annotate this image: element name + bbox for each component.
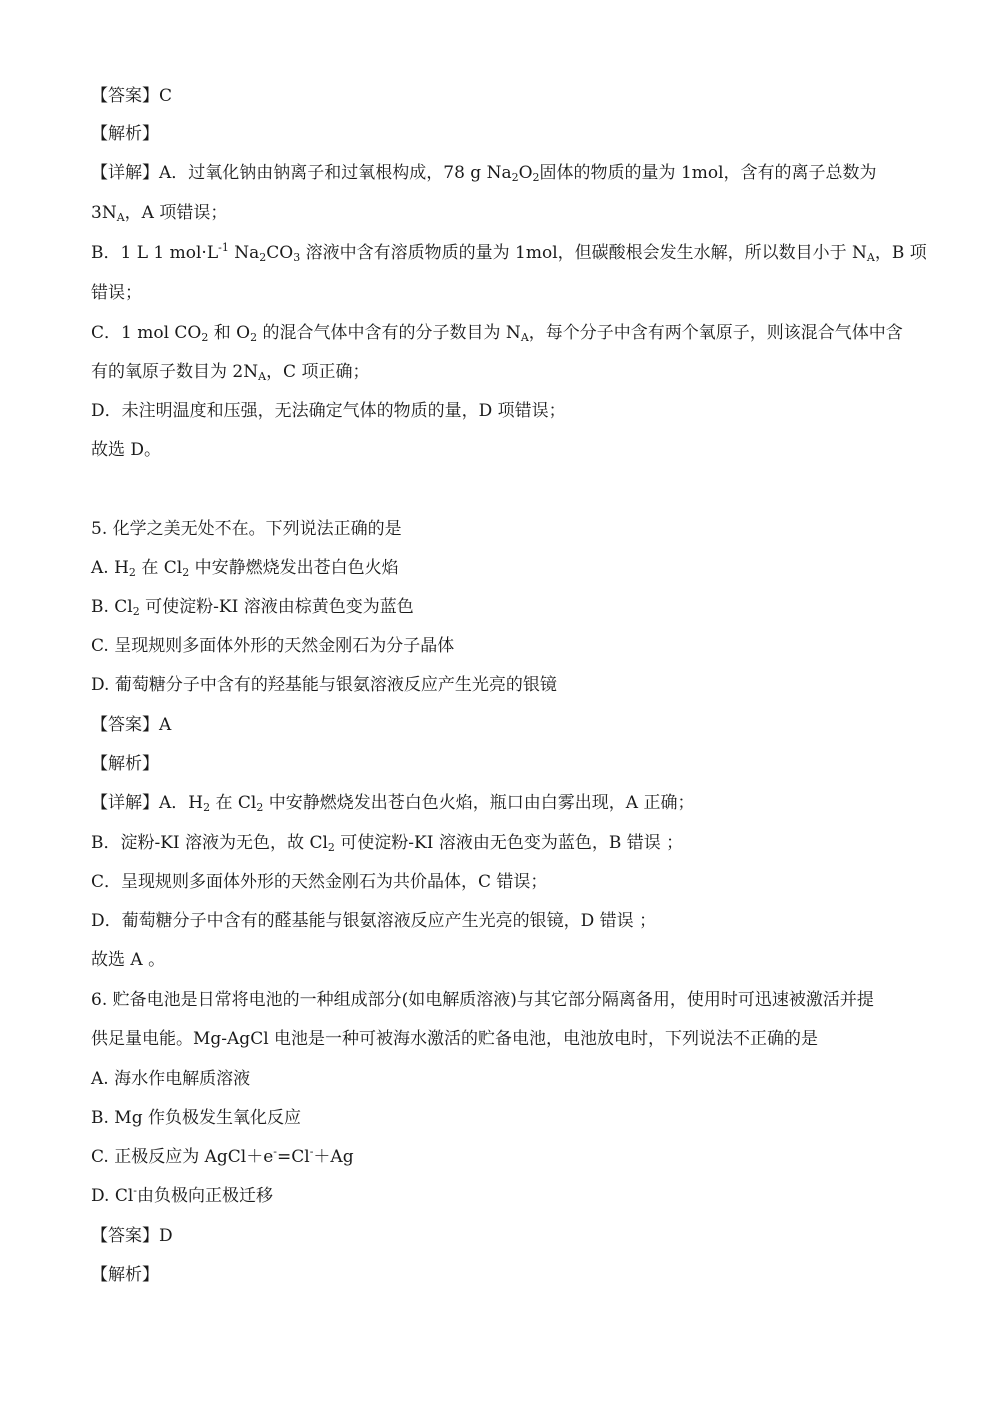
q6-stem-line1: 6. 贮备电池是日常将电池的一种组成部分(如电解质溶液)与其它部分隔离备用，使用时可迅速被激活并提 xyxy=(91,990,874,1010)
q6-option-a: A. 海水作电解质溶液 xyxy=(91,1069,251,1089)
q6-option-c: C. 正极反应为 AgCl＋e-=Cl-＋Ag xyxy=(91,1145,354,1167)
q4-answer: 【答案】C xyxy=(91,86,173,106)
q4-detail-c-line1: C．1 mol $CO_2$ 和 $O_2$ 的混合气体中含有的分子数目为 $N_A$，每个分子中含有两个氧原子，则该混合气体中含 xyxy=(91,323,903,344)
q6-option-b: B. Mg 作负极发生氧化反应 xyxy=(91,1108,301,1128)
q5-answer: 【答案】A xyxy=(91,715,172,735)
q5-option-a: A. $H_2$ 在 $Cl_2$ 中安静燃烧发出苍白色火焰 xyxy=(91,558,399,579)
q6-analysis-heading: 【解析】 xyxy=(91,1265,159,1285)
q5-analysis-heading: 【解析】 xyxy=(91,754,159,774)
q4-analysis-heading: 【解析】 xyxy=(91,124,159,144)
q4-conclusion: 故选 D。 xyxy=(91,440,162,460)
q4-detail-c-line2: 有的氧原子数目为 $2N_A$，C 项正确； xyxy=(91,362,370,383)
q4-detail-a-line1: 【详解】A．过氧化钠由钠离子和过氧根构成，78 g $Na_2O_2$固体的物质的量为 1mol，含有的离子总数为 xyxy=(91,163,877,184)
q5-detail-b: B．淀粉-KI 溶液为无色，故 $Cl_2$ 可使淀粉-KI 溶液由无色变为蓝色，B 错误 ； xyxy=(91,833,684,854)
q5-option-c: C. 呈现规则多面体外形的天然金刚石为分子晶体 xyxy=(91,636,455,656)
q5-detail-d: D．葡萄糖分子中含有的醛基能与银氨溶液反应产生光亮的银镜，D 错误 ； xyxy=(91,911,657,931)
q5-conclusion: 故选 A 。 xyxy=(91,950,166,970)
q6-option-d: D. Cl-由负极向正极迁移 xyxy=(91,1184,273,1206)
q5-detail-c: C．呈现规则多面体外形的天然金刚石为共价晶体，C 错误； xyxy=(91,872,548,892)
q5-option-b: B. $Cl_2$ 可使淀粉-KI 溶液由棕黄色变为蓝色 xyxy=(91,597,414,618)
q5-option-d: D. 葡萄糖分子中含有的羟基能与银氨溶液反应产生光亮的银镜 xyxy=(91,675,557,695)
q4-detail-b-line2: 错误； xyxy=(91,283,142,303)
q4-detail-d: D．未注明温度和压强，无法确定气体的物质的量，D 项错误； xyxy=(91,401,566,421)
q6-answer: 【答案】D xyxy=(91,1226,173,1246)
q4-detail-a-line2: $3N_A$，A 项错误； xyxy=(91,203,228,224)
q5-stem: 5. 化学之美无处不在。下列说法正确的是 xyxy=(91,519,402,539)
q4-detail-b-line1: B．1 L 1 $mol\cdot L^{-1}$ $Na_2CO_3$ 溶液中含有溶质物质的量为 1mol，但碳酸根会发生水解，所以数目小于 $N_A$，B 项 xyxy=(91,241,927,264)
q5-detail-a: 【详解】A．$H_2$ 在 $Cl_2$ 中安静燃烧发出苍白色火焰，瓶口由白雾出现，A 正确； xyxy=(91,793,695,814)
q6-stem-line2: 供足量电能。Mg-AgCl 电池是一种可被海水激活的贮备电池，电池放电时，下列说法不正确的是 xyxy=(91,1029,819,1049)
